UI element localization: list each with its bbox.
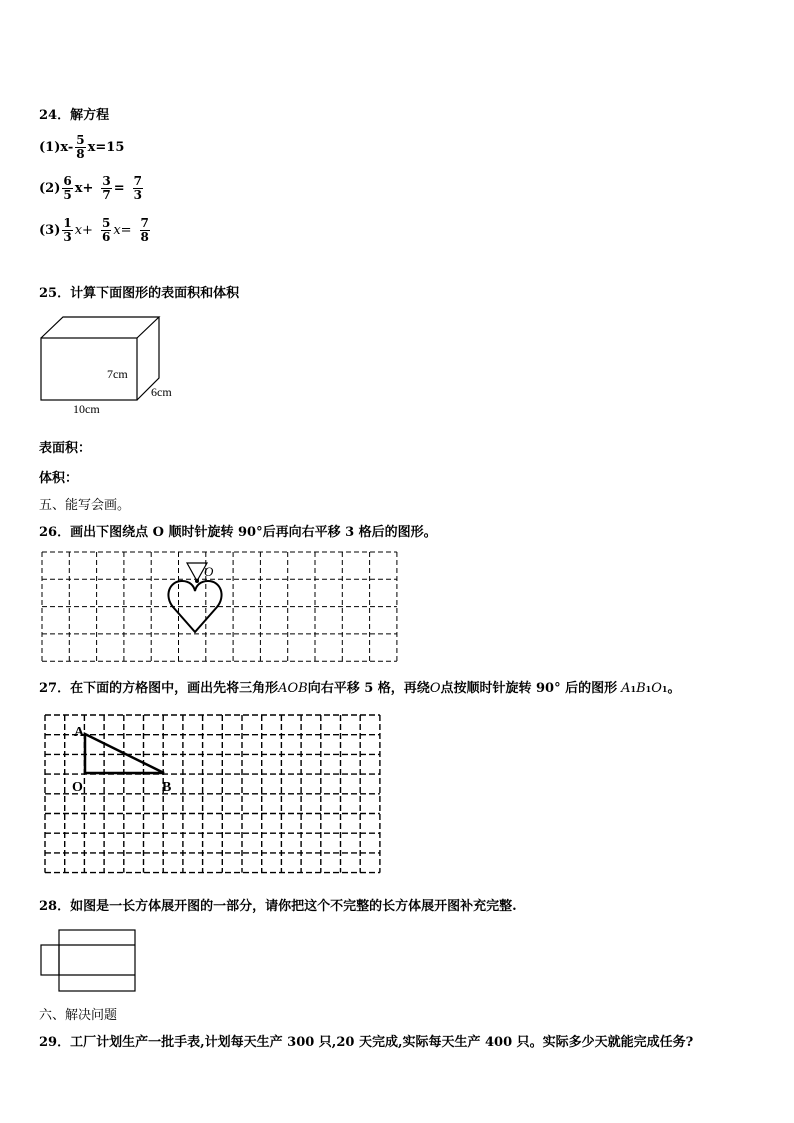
eq3-label: (3) [39,223,61,238]
eq3-x2: x= [113,223,132,238]
fraction: $\frac{5}{8}$ [76,133,85,161]
point-o [195,579,199,583]
q25-title: 25．计算下面图形的表面积和体积 [39,286,240,301]
q28-title: 28．如图是一长方体展开图的一部分，请你把这个不完整的长方体展开图补充完整. [39,899,517,914]
height-label: 7cm [107,367,128,381]
cuboid-top-face [41,317,159,338]
fraction: $\frac{3}{7}$ [102,174,111,202]
grid-q26 [40,548,405,664]
grid-q27 [40,712,385,876]
eq1-label: (1)x- [39,140,74,155]
label-b: B [162,780,172,795]
point-o-label: O [204,564,214,579]
net-figure [38,926,142,994]
equation-3 [39,217,152,244]
equation-1 [39,134,124,161]
cuboid-figure [35,312,185,420]
fraction: $\frac{7}{3}$ [133,174,142,202]
section-5-heading: 五、能写会画。 [39,498,131,513]
surface-area-label: 表面积： [39,441,92,456]
depth-label: 6cm [151,385,172,399]
q27-title: 27．在下面的方格图中，画出先将三角形 AOB 向右平移 5 格，再绕 O 点按顺时针旋转 90° 后的图形 A 1 B 1 O 1 。 [39,681,681,696]
q26-title: 26．画出下图绕点 O 顺时针旋转 90°后再向右平移 3 格后的图形。 [39,525,437,540]
net-rect-side [41,945,59,975]
label-a: A [74,725,85,740]
fraction: $\frac{5}{6}$ [101,216,111,244]
label-o: O [72,780,83,795]
fraction: $\frac{7}{8}$ [140,216,149,244]
triangle-aob [85,734,164,773]
fraction: $\frac{1}{3}$ [63,216,72,244]
section-6-heading: 六、解决问题 [39,1008,118,1023]
eq1-tail: x=15 [87,140,125,155]
length-label: 10cm [73,402,100,416]
eq2-equals: = [113,181,125,196]
volume-label: 体积： [39,471,79,486]
q24-title: 24．解方程 [39,108,110,123]
equation-2 [39,175,145,202]
q29-title: 29．工厂计划生产一批手表,计划每天生产 300 只,20 天完成,实际每天生产 400 只。实际多少天就能完成任务? [39,1035,694,1050]
eq3-x1: x+ [74,223,93,238]
fraction: $\frac{6}{5}$ [63,174,72,202]
net-rect-main [59,930,135,991]
eq2-label: (2) [39,181,61,196]
eq2-mid: x+ [74,181,94,196]
